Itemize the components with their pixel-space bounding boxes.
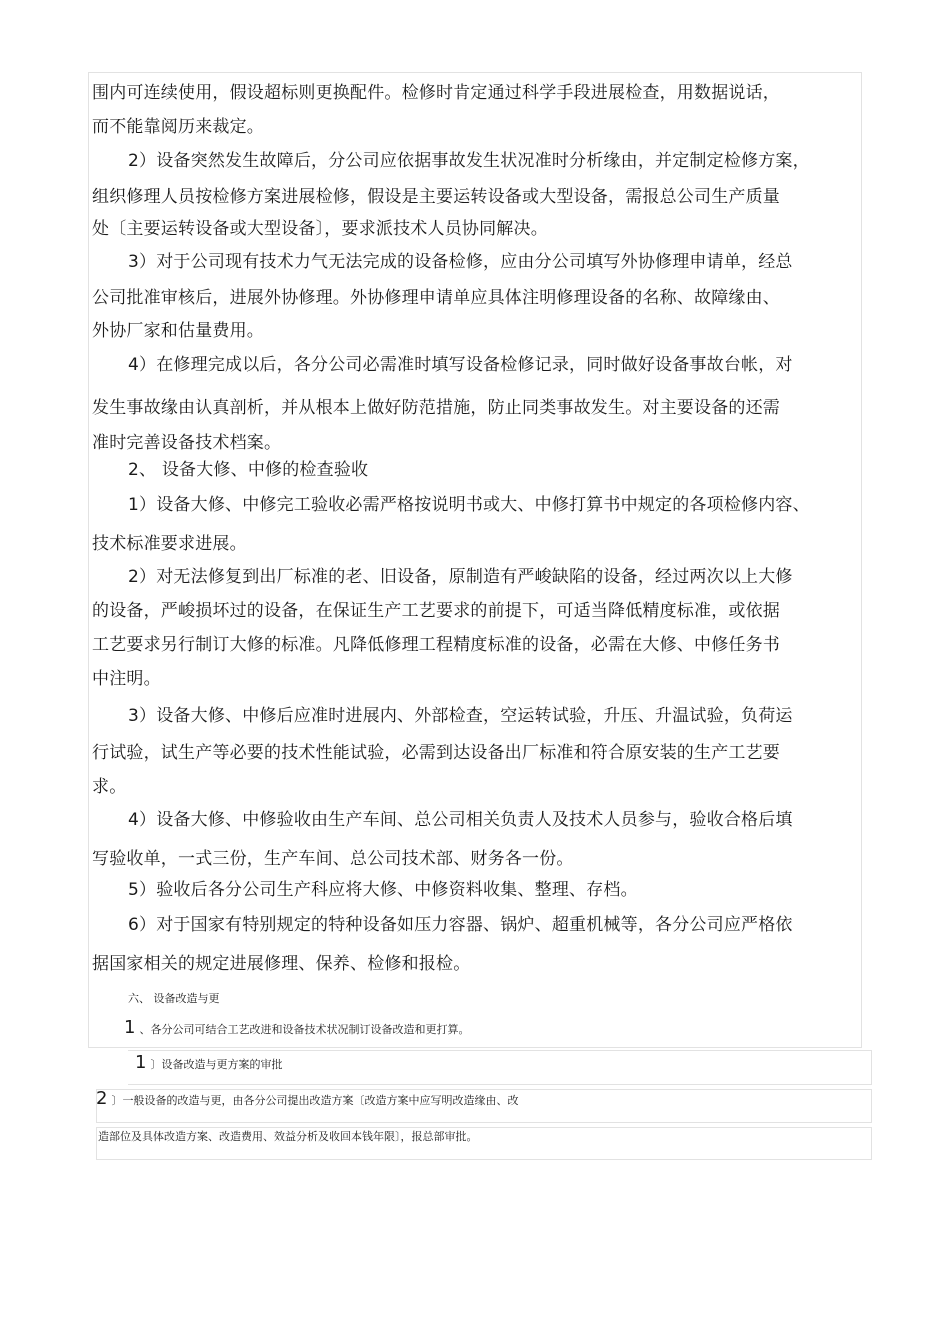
paragraph-line: 而不能靠阅历来裁定。 (92, 117, 264, 137)
item-number: 2 (96, 1088, 108, 1109)
paragraph-line: 1）设备大修、中修完工验收必需严格按说明书或大、中修打算书中规定的各项检修内容、 (128, 495, 810, 515)
paragraph-line: 的设备，严峻损坏过的设备，在保证生产工艺要求的前提下，可适当降低精度标准，或依据 (92, 601, 780, 621)
paragraph-line: 求。 (92, 777, 127, 797)
paragraph-line: 3）对于公司现有技术力气无法完成的设备检修，应由分公司填写外协修理申请单，经总 (128, 252, 793, 272)
paragraph-line: 公司批准审核后，进展外协修理。外协修理申请单应具体注明修理设备的名称、故障缘由、 (92, 288, 780, 308)
paragraph-line: 工艺要求另行制订大修的标准。凡降低修理工程精度标准的设备，必需在大修、中修任务书 (92, 635, 780, 655)
paragraph-line: 外协厂家和估量费用。 (92, 321, 264, 341)
paragraph-line: 处〔主要运转设备或大型设备〕，要求派技术人员协同解决。 (92, 219, 548, 239)
item-text: 、各分公司可结合工艺改进和设备技术状况制订设备改造和更打算。 (139, 1023, 470, 1036)
item-text: 〕设备改造与更方案的审批 (150, 1058, 283, 1071)
item-number: 1 (124, 1017, 136, 1038)
paragraph-line: 写验收单，一式三份，生产车间、总公司技术部、财务各一份。 (92, 849, 574, 869)
paragraph-line: 技术标准要求进展。 (92, 534, 247, 554)
paragraph-line: 2）对无法修复到出厂标准的老、旧设备，原制造有严峻缺陷的设备，经过两次以上大修 (128, 567, 793, 587)
paragraph-line: 中注明。 (92, 669, 161, 689)
section6-sub2-continued: 造部位及具体改造方案、改造费用、效益分析及收回本钱年限〕，报总部审批。 (98, 1130, 478, 1143)
paragraph-line: 据国家相关的规定进展修理、保养、检修和报检。 (92, 954, 471, 974)
paragraph-line: 3）设备大修、中修后应准时进展内、外部检查，空运转试验，升压、升温试验，负荷运 (128, 706, 793, 726)
section6-sub2 (96, 1088, 519, 1109)
paragraph-line: 行试验，试生产等必要的技术性能试验，必需到达设备出厂标准和符合原安装的生产工艺要 (92, 743, 780, 763)
section6-sub1 (135, 1052, 283, 1073)
paragraph-line: 4）在修理完成以后，各分公司必需准时填写设备检修记录，同时做好设备事故台帐，对 (128, 355, 793, 375)
paragraph-line: 4）设备大修、中修验收由生产车间、总公司相关负责人及技术人员参与，验收合格后填 (128, 810, 793, 830)
item-number: 1 (135, 1052, 147, 1073)
item-text: 〕一般设备的改造与更，由各分公司提出改造方案〔改造方案中应写明改造缘由、改 (111, 1094, 519, 1107)
paragraph-line: 围内可连续使用，假设超标则更换配件。检修时肯定通过科学手段进展检查，用数据说话， (92, 83, 780, 103)
section-heading: 2、 设备大修、中修的检查验收 (128, 460, 369, 480)
paragraph-line: 6）对于国家有特别规定的特种设备如压力容器、锅炉、超重机械等，各分公司应严格依 (128, 915, 793, 935)
paragraph-line: 准时完善设备技术档案。 (92, 433, 282, 453)
paragraph-line: 组织修理人员按检修方案进展检修，假设是主要运转设备或大型设备，需报总公司生产质量 (92, 187, 780, 207)
paragraph-line: 发生事故缘由认真剖析，并从根本上做好防范措施，防止同类事故发生。对主要设备的还需 (92, 398, 780, 418)
paragraph-line: 5）验收后各分公司生产科应将大修、中修资料收集、整理、存档。 (128, 880, 638, 900)
section6-heading: 六、 设备改造与更 (128, 992, 220, 1005)
section6-item1 (124, 1017, 470, 1038)
paragraph-line: 2）设备突然发生故障后，分公司应依据事故发生状况准时分析缘由，并定制定检修方案， (128, 151, 810, 171)
